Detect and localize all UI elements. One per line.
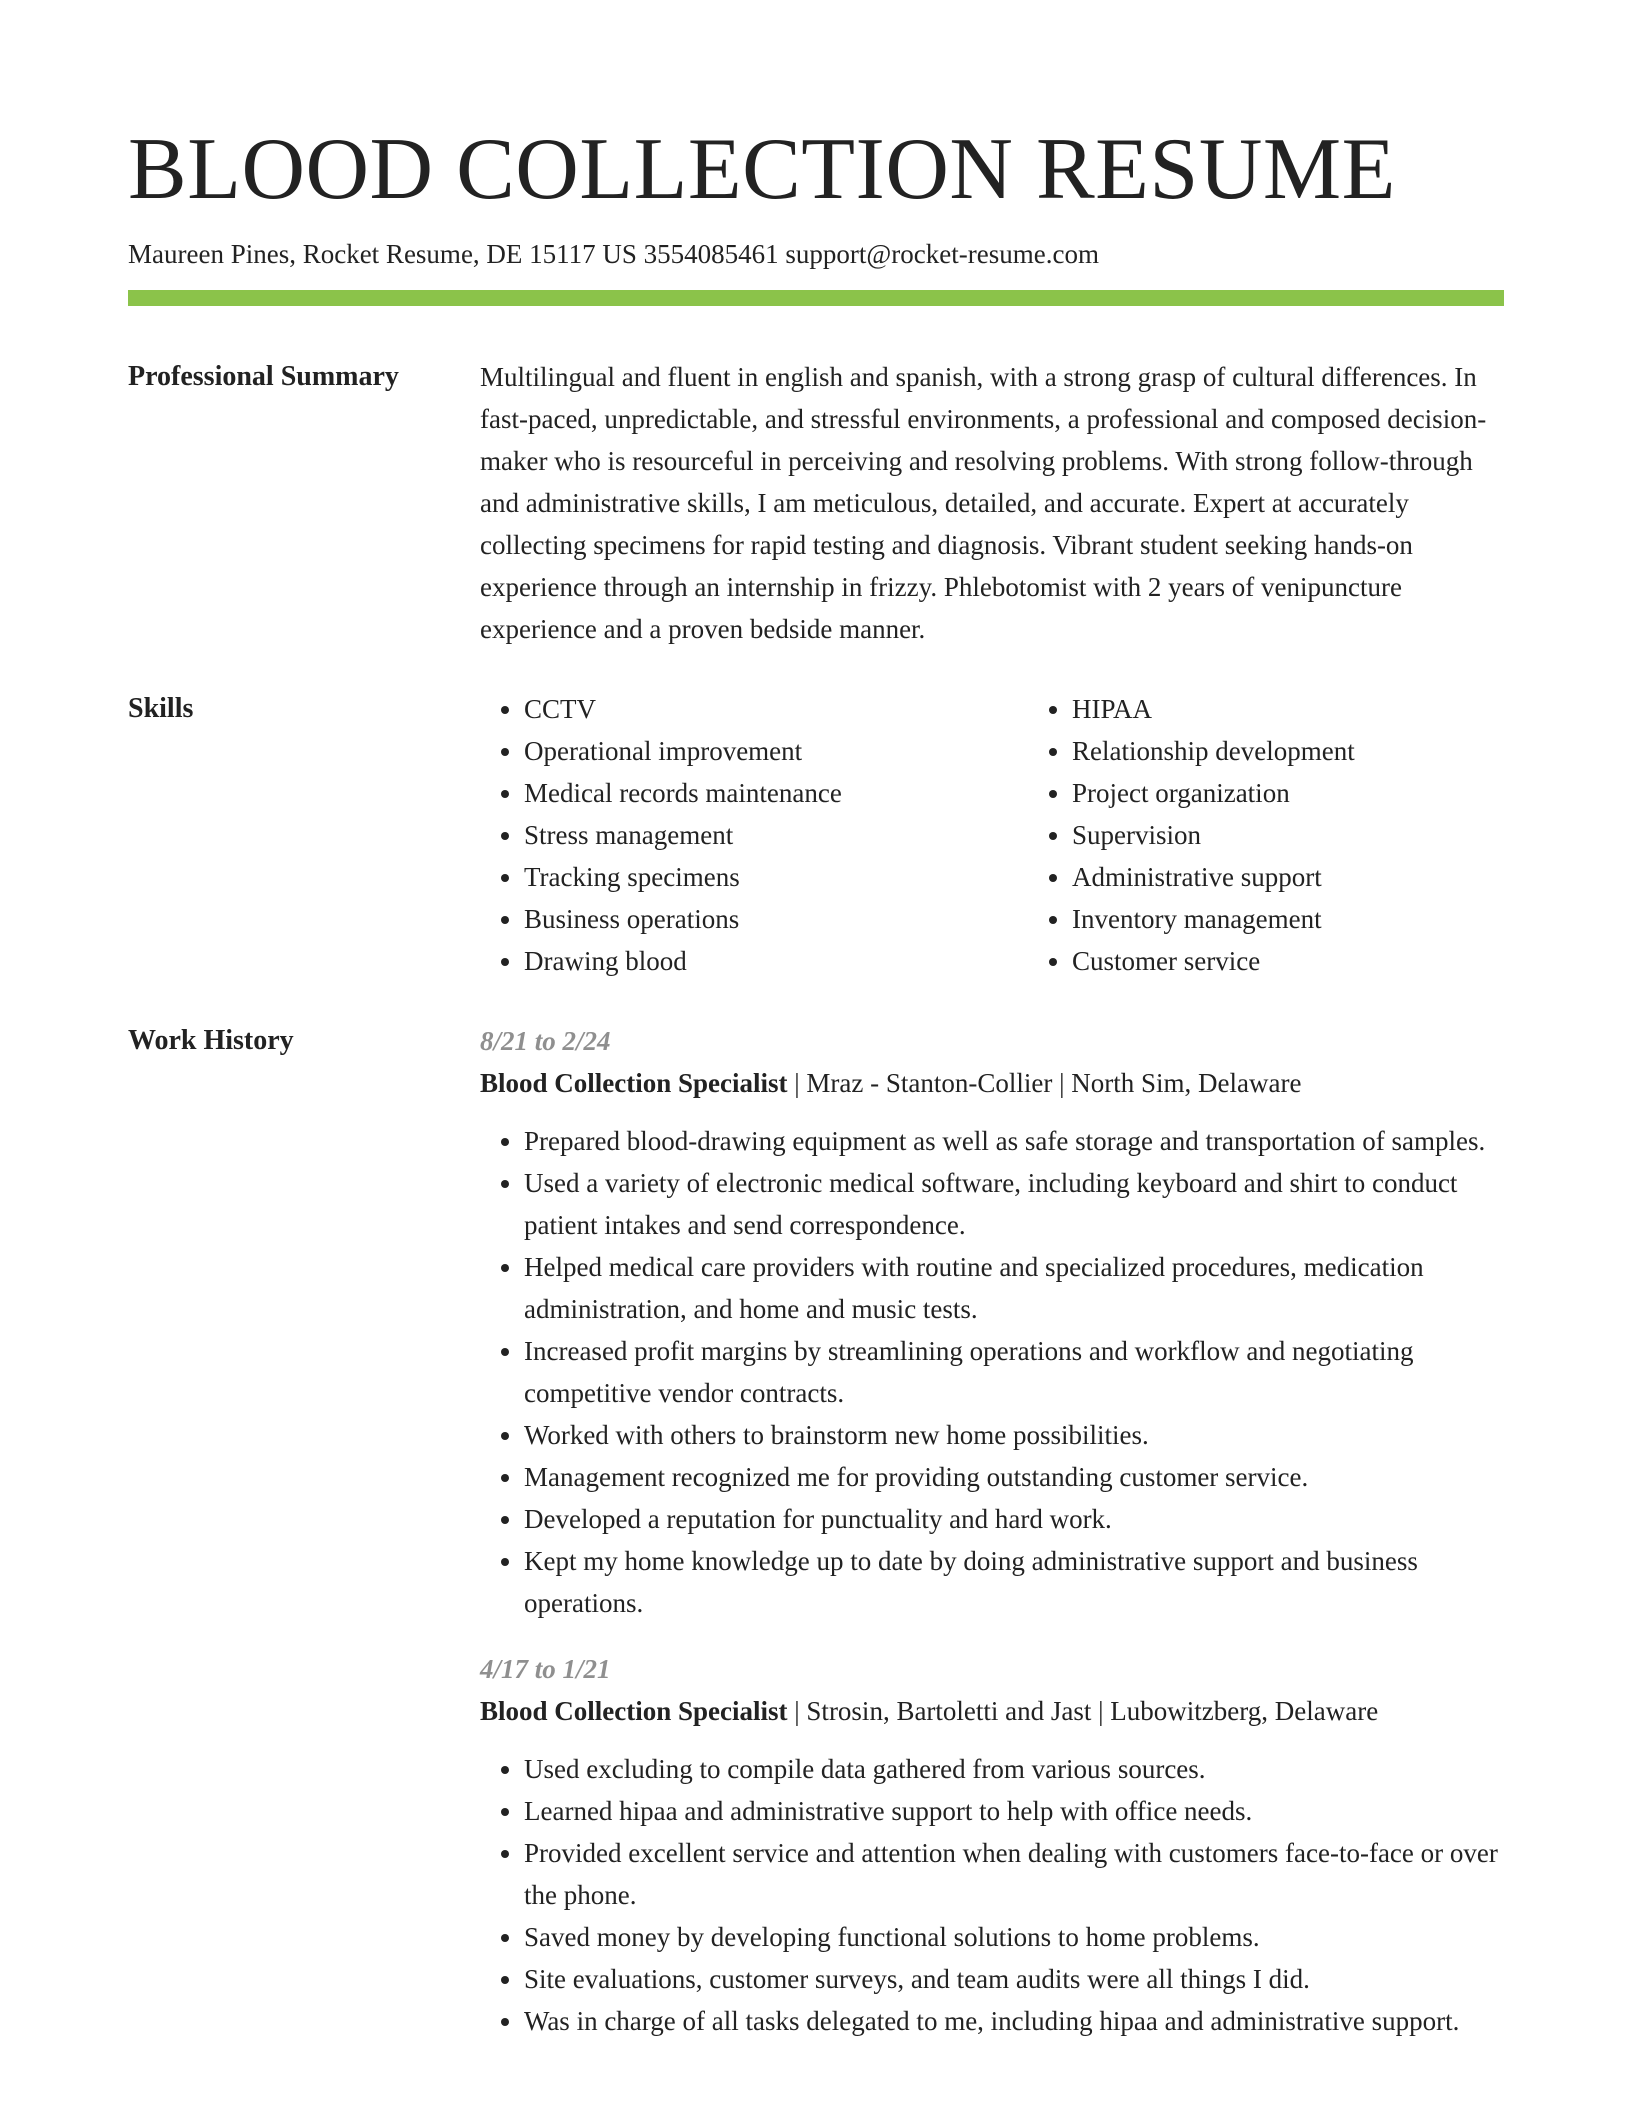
job-dates: 8/21 to 2/24	[480, 1026, 611, 1056]
job-bullet: • Worked with others to brainstorm new home possibilities.	[524, 1414, 1504, 1456]
skill-item: • Stress management	[524, 814, 1028, 856]
job-bullet: • Saved money by developing functional solutions to home problems.	[524, 1916, 1504, 1958]
work-history-section	[128, 1020, 1504, 2042]
summary-heading: Professional Summary	[128, 361, 399, 392]
job-bullet: • Used excluding to compile data gathered from various sources.	[524, 1748, 1504, 1790]
job-bullet: • Provided excellent service and attention when dealing with customers face-to-face or over the phone.	[524, 1832, 1504, 1916]
skill-item: • CCTV	[524, 688, 1028, 730]
job-title: Blood Collection Specialist	[480, 1068, 788, 1098]
job-bullet-list	[480, 1120, 1504, 1624]
skill-item: • Business operations	[524, 898, 1028, 940]
job-bullet: • Learned hipaa and administrative support to help with office needs.	[524, 1790, 1504, 1832]
skill-item: • Supervision	[1072, 814, 1576, 856]
job-bullet: • Was in charge of all tasks delegated to me, including hipaa and administrative support.	[524, 2000, 1504, 2042]
skills-columns	[480, 688, 1576, 982]
accent-divider	[128, 290, 1504, 306]
skills-heading: Skills	[128, 693, 194, 724]
skill-item: • Project organization	[1072, 772, 1576, 814]
summary-body	[480, 356, 1504, 650]
skill-item: • Drawing blood	[524, 940, 1028, 982]
job-employer-location: | Strosin, Bartoletti and Jast | Lubowitzberg, Delaware	[787, 1696, 1379, 1726]
skill-item: • Inventory management	[1072, 898, 1576, 940]
job-bullet: • Used a variety of electronic medical software, including keyboard and shirt to conduct patient intakes and send correspondence.	[524, 1162, 1504, 1246]
job-employer-location: | Mraz - Stanton-Collier | North Sim, Delaware	[787, 1068, 1302, 1098]
job-entry	[480, 1020, 1504, 1624]
skill-item: • Medical records maintenance	[524, 772, 1028, 814]
skill-item: • Operational improvement	[524, 730, 1028, 772]
skills-list-left	[480, 688, 1028, 982]
contact-line: Maureen Pines, Rocket Resume, DE 15117 US 3554085461 support@rocket-resume.com	[128, 239, 1099, 269]
job-title-line	[480, 1690, 1504, 1732]
summary-text: Multilingual and fluent in english and spanish, with a strong grasp of cultural differences. In fast-paced, unpredictable, and stressful environments, a professional and composed decision-maker who is resourceful in perceiving and resolving problems. With strong follow-through and administrative skills, I am meticulous, detailed, and accurate. Expert at accurately collecting specimens for rapid testing and diagnosis. Vibrant student seeking hands-on experience through an internship in frizzy. Phlebotomist with 2 years of venipuncture experience and a proven bedside manner.	[480, 362, 1487, 644]
skill-item: • Administrative support	[1072, 856, 1576, 898]
skills-section	[128, 688, 1504, 982]
job-bullet: • Management recognized me for providing outstanding customer service.	[524, 1456, 1504, 1498]
job-bullet: • Kept my home knowledge up to date by doing administrative support and business operations.	[524, 1540, 1504, 1624]
job-bullet: • Developed a reputation for punctuality and hard work.	[524, 1498, 1504, 1540]
skill-item: • HIPAA	[1072, 688, 1576, 730]
work-history-body	[480, 1020, 1504, 2042]
job-bullet-list	[480, 1748, 1504, 2042]
skills-body	[480, 688, 1576, 982]
summary-section	[128, 356, 1504, 650]
resume-title: BLOOD COLLECTION RESUME	[128, 121, 1396, 218]
job-entry	[480, 1648, 1504, 2042]
job-title: Blood Collection Specialist	[480, 1696, 788, 1726]
job-bullet: • Helped medical care providers with routine and specialized procedures, medication administration, and home and music tests.	[524, 1246, 1504, 1330]
skills-list-right	[1028, 688, 1576, 982]
job-bullet: • Prepared blood-drawing equipment as well as safe storage and transportation of samples.	[524, 1120, 1504, 1162]
job-bullet: • Site evaluations, customer surveys, and team audits were all things I did.	[524, 1958, 1504, 2000]
skill-item: • Tracking specimens	[524, 856, 1028, 898]
skill-item: • Customer service	[1072, 940, 1576, 982]
job-title-line	[480, 1062, 1504, 1104]
work-history-heading: Work History	[128, 1025, 294, 1056]
job-bullet: • Increased profit margins by streamlining operations and workflow and negotiating competitive vendor contracts.	[524, 1330, 1504, 1414]
skill-item: • Relationship development	[1072, 730, 1576, 772]
job-dates: 4/17 to 1/21	[480, 1654, 611, 1684]
